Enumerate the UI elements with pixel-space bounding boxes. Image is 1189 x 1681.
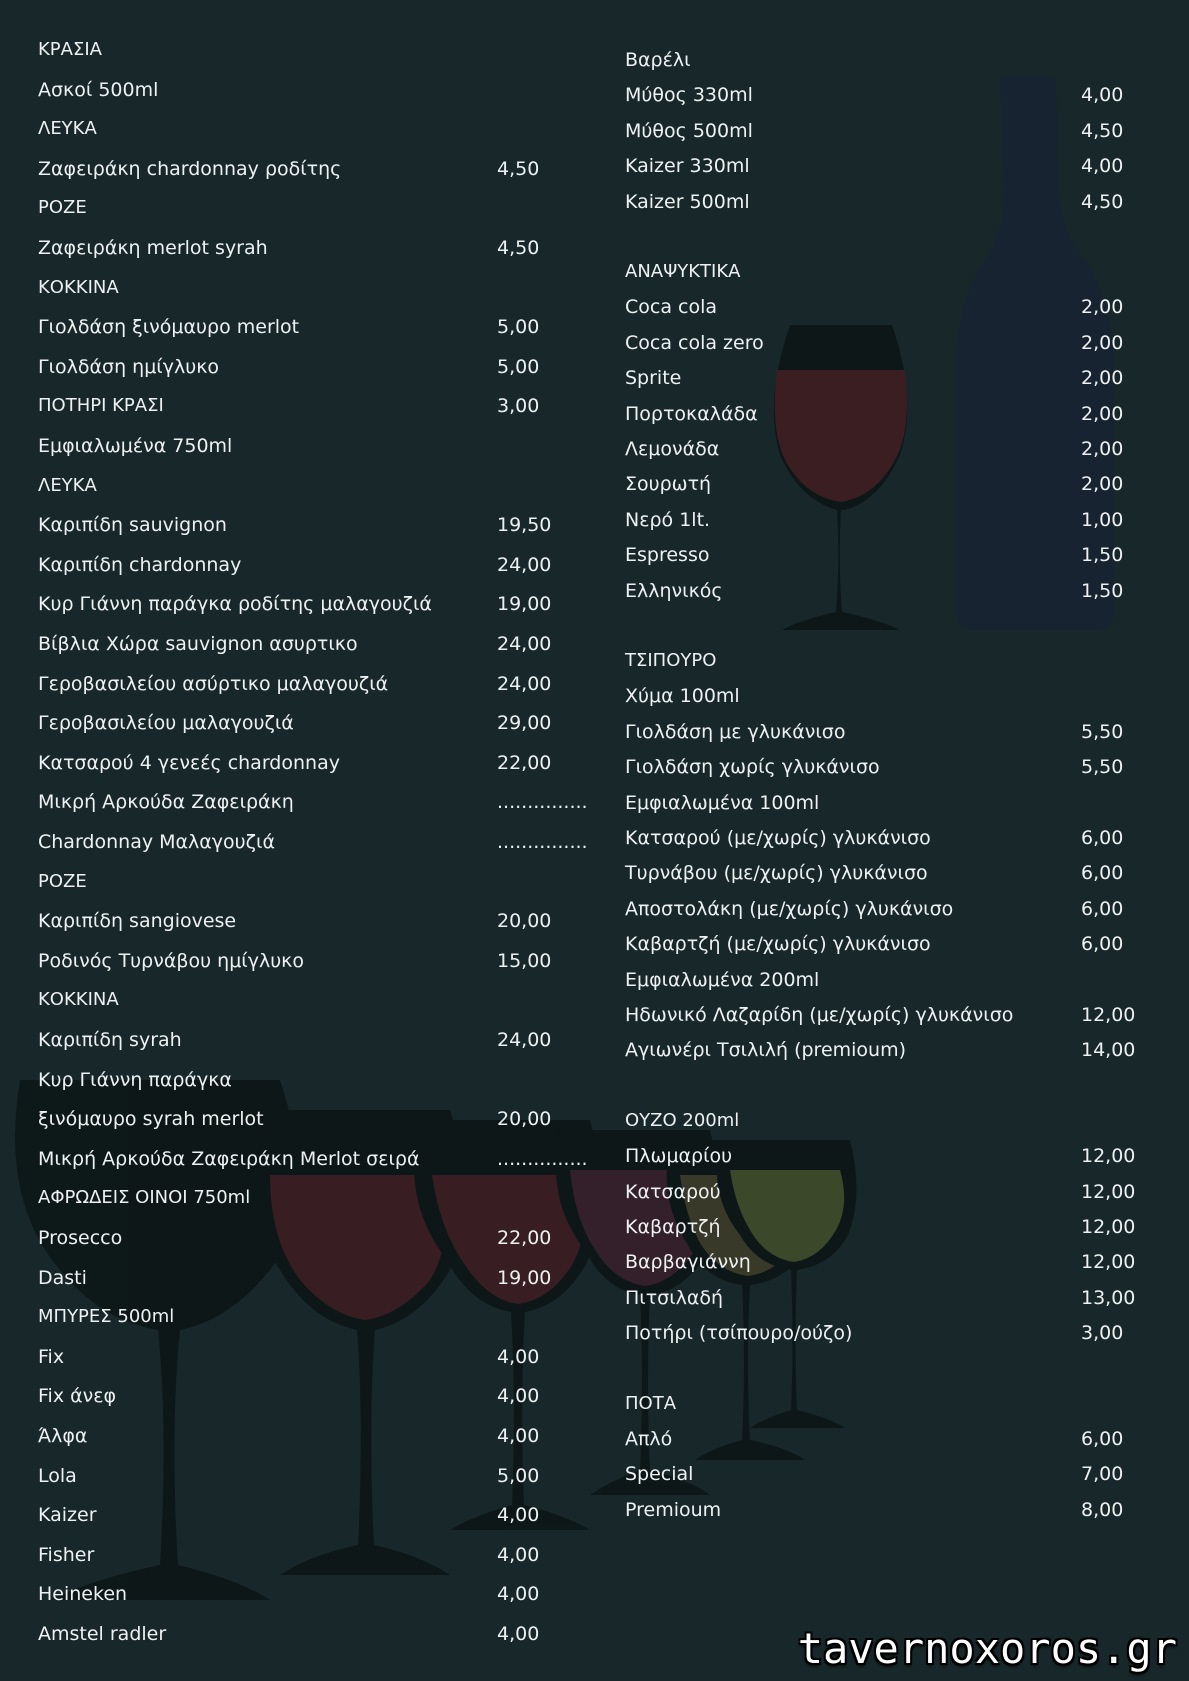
- menu-item-name: ΚΟΚΚΙΝΑ: [38, 989, 119, 1011]
- menu-item: [38, 1538, 558, 1572]
- menu-item: [38, 508, 558, 542]
- menu-item: [38, 1498, 558, 1532]
- menu-item: [38, 1577, 558, 1611]
- menu-item-price: 1,50: [1081, 579, 1124, 602]
- menu-item: [38, 1459, 558, 1493]
- menu-item-name: ΜΠΥΡΕΣ 500ml: [38, 1306, 175, 1328]
- menu-item-name: Μύθος 500ml: [625, 119, 753, 142]
- menu-item-name: Κατσαρού 4 γενεές chardonnay: [38, 751, 340, 774]
- menu-item: [625, 503, 1135, 537]
- menu-item-price: 6,00: [1081, 897, 1124, 920]
- menu-item-price: 4,50: [1081, 119, 1124, 142]
- menu-section-header: [38, 389, 558, 423]
- menu-section-header: [625, 644, 1135, 678]
- menu-item: [625, 963, 1135, 997]
- menu-item: [38, 429, 558, 463]
- menu-item-name: Sprite: [625, 367, 682, 390]
- menu-item: [38, 1142, 588, 1176]
- site-watermark: tavernoxoros.gr: [797, 1624, 1177, 1673]
- menu-item-name: Βίβλια Χώρα sauvignon ασυρτικο: [38, 633, 358, 655]
- menu-item: [38, 1419, 558, 1453]
- menu-item: [625, 78, 1135, 112]
- menu-item-name: Πορτοκαλάδα: [625, 402, 758, 425]
- menu-item-price: 4,50: [497, 237, 540, 259]
- menu-item-name: Espresso: [625, 544, 710, 567]
- menu-item: [625, 821, 1135, 855]
- menu-item-name: Κυρ Γιάννη παράγκα ροδίτης μαλαγουζιά: [38, 593, 432, 616]
- menu-item: [625, 786, 1135, 820]
- menu-item: [625, 856, 1135, 890]
- menu-item: [625, 326, 1135, 360]
- menu-item-price: 2,00: [1081, 473, 1124, 496]
- menu-item-name: Coca cola zero: [625, 331, 764, 354]
- menu-item-name: Κατσαρού (με/χωρίς) γλυκάνισο: [625, 827, 931, 849]
- menu-section-header: [625, 1104, 1135, 1138]
- menu-item-price: ...............: [497, 831, 588, 853]
- menu-item-price: 12,00: [1081, 1180, 1136, 1203]
- menu-item-price: 14,00: [1081, 1039, 1136, 1062]
- menu-item: [625, 715, 1135, 749]
- menu-item-price: 20,00: [497, 910, 552, 933]
- menu-item-price: 20,00: [497, 1108, 552, 1131]
- menu-item-price: 2,00: [1081, 402, 1124, 425]
- menu-item-name: Αγιωνέρι Τσιλιλή (premioum): [625, 1039, 907, 1062]
- menu-item-name: Άλφα: [38, 1425, 88, 1447]
- menu-item-name: Dasti: [38, 1266, 87, 1289]
- menu-section-header: [38, 271, 558, 305]
- menu-item-name: Γιολδάση με γλυκάνισο: [625, 720, 846, 743]
- menu-item-price: 19,00: [497, 1266, 552, 1289]
- menu-section-header: [38, 33, 558, 67]
- menu-item-price: 4,00: [497, 1345, 540, 1368]
- menu-item-price: 12,00: [1081, 1216, 1136, 1238]
- menu-item: [625, 1457, 1135, 1491]
- menu-item-name: Καριπίδη chardonnay: [38, 553, 242, 576]
- menu-section-header: [625, 255, 1135, 289]
- menu-item: [625, 1316, 1135, 1350]
- menu-item-name: Amstel radler: [38, 1623, 167, 1645]
- menu-item-name: ΑΦΡΩΔΕΙΣ ΟΙΝΟΙ 750ml: [38, 1187, 251, 1209]
- menu-item-price: 4,00: [1081, 155, 1124, 178]
- menu-item-name: ΠΟΤΗΡΙ ΚΡΑΣΙ: [38, 395, 164, 417]
- menu-item-name: Kaizer 500ml: [625, 190, 750, 213]
- menu-item-name: Prosecco: [38, 1227, 123, 1249]
- menu-item: [625, 927, 1135, 961]
- menu-item-price: 22,00: [497, 751, 552, 774]
- menu-item-name: Ηδωνικό Λαζαρίδη (με/χωρίς) γλυκάνισο: [625, 1004, 1014, 1026]
- menu-item-name: Πλωμαρίου: [625, 1145, 733, 1168]
- menu-item: [38, 152, 558, 186]
- menu-item-name: Κατσαρού: [625, 1180, 721, 1203]
- menu-item: [625, 1210, 1135, 1244]
- menu-item: [625, 750, 1135, 784]
- menu-item: [38, 944, 558, 978]
- menu-item-price: 6,00: [1081, 827, 1124, 849]
- menu-item-name: ΡΟΖΕ: [38, 870, 87, 892]
- menu-item-name: ΑΝΑΨΥΚΤΙΚΑ: [625, 261, 741, 282]
- menu-item-price: 24,00: [497, 553, 552, 576]
- menu-item-price: 5,00: [497, 316, 540, 339]
- menu-item-price: 13,00: [1081, 1286, 1136, 1309]
- menu-item-name: Γιολδάση ημίγλυκο: [38, 355, 220, 378]
- menu-item-price: 6,00: [1081, 933, 1124, 956]
- menu-section-header: [38, 1300, 558, 1334]
- menu-item-price: 7,00: [1081, 1463, 1124, 1486]
- menu-item-name: Καριπίδη sauvignon: [38, 514, 227, 537]
- menu-item-name: ξινόμαυρο syrah merlot: [38, 1108, 264, 1131]
- menu-item-price: 2,00: [1081, 296, 1124, 319]
- menu-item-name: Καβαρτζή: [625, 1216, 721, 1238]
- menu-item-name: Fix άνεφ: [38, 1385, 117, 1408]
- menu-item-name: ΟΥΖΟ 200ml: [625, 1109, 740, 1131]
- menu-item-name: Τυρνάβου (με/χωρίς) γλυκάνισο: [625, 862, 928, 885]
- menu-item: [38, 310, 558, 344]
- menu-section-header: [38, 865, 558, 899]
- menu-item-price: 2,00: [1081, 367, 1124, 390]
- menu-item-price: 12,00: [1081, 1251, 1136, 1274]
- menu-item-name: Γεροβασιλείου μαλαγουζιά: [38, 712, 294, 735]
- menu-item-price: 2,00: [1081, 438, 1124, 460]
- menu-item-name: Βαρέλι: [625, 49, 691, 71]
- menu-item: [625, 1033, 1135, 1067]
- menu-item-name: Fisher: [38, 1543, 95, 1566]
- menu-item: [625, 361, 1135, 395]
- menu-item-name: Μύθος 330ml: [625, 84, 753, 107]
- menu-item: [625, 397, 1135, 431]
- menu-item: [625, 43, 1135, 77]
- menu-item: [625, 1245, 1135, 1279]
- menu-item-name: ΤΣΙΠΟΥΡΟ: [625, 650, 717, 671]
- menu-item-price: 8,00: [1081, 1498, 1124, 1521]
- menu-item-price: 19,50: [497, 514, 552, 537]
- menu-item-price: 24,00: [497, 633, 552, 655]
- menu-item-name: ΛΕΥΚΑ: [38, 474, 97, 496]
- menu-item-price: 3,00: [1081, 1322, 1124, 1345]
- menu-item-price: 1,00: [1081, 508, 1124, 531]
- menu-item-name: Εμφιαλωμένα 750ml: [38, 435, 233, 457]
- menu-item-name: Ζαφειράκη chardonnay ροδίτης: [38, 157, 342, 180]
- menu-item-price: 5,50: [1081, 720, 1124, 743]
- menu-item-name: Χύμα 100ml: [625, 685, 740, 708]
- menu-item-price: 6,00: [1081, 862, 1124, 885]
- menu-section-header: [38, 469, 558, 503]
- menu-section-header: [38, 112, 558, 146]
- menu-item: [38, 1617, 558, 1651]
- menu-item-name: Ροδινός Τυρνάβου ημίγλυκο: [38, 949, 305, 972]
- menu-item: [625, 538, 1135, 572]
- menu-item-price: 29,00: [497, 712, 552, 735]
- menu-item-price: 4,00: [497, 1623, 540, 1645]
- menu-item-name: Βαρβαγιάννη: [625, 1251, 751, 1274]
- menu-item-price: 24,00: [497, 672, 552, 695]
- menu-item-name: Μικρή Αρκούδα Ζαφειράκη Merlot σειρά: [38, 1147, 420, 1170]
- menu-item-price: 6,00: [1081, 1428, 1124, 1450]
- menu-item-price: 2,00: [1081, 331, 1124, 354]
- menu-item-name: Kaizer 330ml: [625, 155, 750, 178]
- menu-item-name: Ασκοί 500ml: [38, 78, 159, 101]
- menu-item: [625, 998, 1135, 1032]
- menu-item: [38, 1379, 558, 1413]
- menu-item: [625, 114, 1135, 148]
- menu-item: [625, 679, 1135, 713]
- menu-item: [625, 892, 1135, 926]
- menu-item-price: 19,00: [497, 593, 552, 616]
- menu-item-price: 5,00: [497, 1464, 540, 1487]
- menu-item-price: 12,00: [1081, 1004, 1136, 1026]
- menu-item-price: 4,00: [497, 1425, 540, 1447]
- menu-item: [625, 290, 1135, 324]
- menu-item-name: Lola: [38, 1464, 77, 1487]
- menu-section-header: [625, 1387, 1135, 1421]
- menu-item-name: Εμφιαλωμένα 100ml: [625, 791, 820, 814]
- menu-item-name: ΚΟΚΚΙΝΑ: [38, 276, 119, 298]
- menu-item-name: ΡΟΖΕ: [38, 197, 87, 219]
- menu-item-price: 3,00: [497, 395, 540, 418]
- menu-item: [625, 1422, 1135, 1456]
- menu-item-name: Αποστολάκη (με/χωρίς) γλυκάνισο: [625, 897, 954, 920]
- menu-item: [38, 627, 558, 661]
- menu-item-name: Chardonnay Μαλαγουζιά: [38, 831, 275, 853]
- menu-item: [38, 1340, 558, 1374]
- menu-item-name: Γιολδάση ξινόμαυρο merlot: [38, 316, 300, 339]
- menu-item: [625, 1493, 1135, 1527]
- menu-item: [625, 467, 1135, 501]
- menu-item-price: ...............: [497, 791, 588, 814]
- menu-item: [625, 1281, 1135, 1315]
- menu-item-name: Kaizer: [38, 1504, 97, 1527]
- menu-item: [38, 350, 558, 384]
- menu-item: [38, 1063, 558, 1097]
- menu-item: [38, 548, 558, 582]
- menu-item: [625, 185, 1135, 219]
- menu-item-name: Heineken: [38, 1583, 128, 1606]
- menu-item: [625, 1175, 1135, 1209]
- menu-item-name: Fix: [38, 1345, 65, 1368]
- menu-item-price: 12,00: [1081, 1145, 1136, 1168]
- menu-item-name: Premioum: [625, 1498, 722, 1521]
- menu-item-name: ΚΡΑΣΙΑ: [38, 39, 102, 60]
- menu-item: [38, 1261, 558, 1295]
- menu-item-price: 5,00: [497, 355, 540, 378]
- menu-item-price: 4,00: [1081, 84, 1124, 107]
- menu-item-name: Γιολδάση χωρίς γλυκάνισο: [625, 756, 880, 779]
- menu-item: [38, 231, 558, 265]
- menu-section-header: [38, 1181, 558, 1215]
- menu-item: [625, 432, 1135, 466]
- menu-item-name: Καβαρτζή (με/χωρίς) γλυκάνισο: [625, 933, 931, 956]
- menu-item-price: 24,00: [497, 1029, 552, 1051]
- menu-item-price: 15,00: [497, 949, 552, 972]
- menu-item-price: 4,00: [497, 1583, 540, 1606]
- menu-item-name: Νερό 1lt.: [625, 508, 711, 531]
- menu-item-name: Ποτήρι (τσίπουρο/ούζο): [625, 1322, 853, 1345]
- menu-item: [38, 825, 588, 859]
- menu-item: [38, 587, 558, 621]
- menu-item: [38, 1023, 558, 1057]
- menu-item-name: ΠΟΤΑ: [625, 1392, 677, 1414]
- menu-item: [38, 667, 558, 701]
- menu-item-price: ...............: [497, 1147, 588, 1170]
- menu-item-name: Καριπίδη syrah: [38, 1029, 182, 1051]
- menu-item-name: Εμφιαλωμένα 200ml: [625, 968, 820, 991]
- menu-item-name: Γεροβασιλείου ασύρτικο μαλαγουζιά: [38, 672, 389, 695]
- menu-item-name: Καριπίδη sangiovese: [38, 910, 237, 933]
- menu-section-header: [38, 983, 558, 1017]
- menu-item-name: Special: [625, 1463, 694, 1486]
- menu-item-price: 1,50: [1081, 544, 1124, 567]
- menu-item: [38, 904, 558, 938]
- menu-item-price: 4,00: [497, 1504, 540, 1527]
- menu-item: [38, 1102, 558, 1136]
- menu-item-name: Κυρ Γιάννη παράγκα: [38, 1068, 232, 1091]
- menu-item-name: Ελληνικός: [625, 579, 723, 602]
- menu-item: [38, 785, 588, 819]
- menu-item: [38, 746, 558, 780]
- menu-item-name: Μικρή Αρκούδα Ζαφειράκη: [38, 791, 294, 814]
- menu-item: [38, 1221, 558, 1255]
- menu-item-name: Απλό: [625, 1428, 673, 1450]
- menu-item-price: 4,50: [497, 157, 540, 180]
- menu-item-price: 5,50: [1081, 756, 1124, 779]
- menu-item-price: 4,00: [497, 1543, 540, 1566]
- menu-item: [625, 1139, 1135, 1173]
- menu-item: [38, 73, 558, 107]
- menu-item-price: 22,00: [497, 1227, 552, 1249]
- menu-item: [625, 574, 1135, 608]
- menu-item: [38, 706, 558, 740]
- menu-item-name: Ζαφειράκη merlot syrah: [38, 237, 268, 259]
- menu-item-price: 4,00: [497, 1385, 540, 1408]
- menu-item-price: 4,50: [1081, 190, 1124, 213]
- menu-item-name: ΛΕΥΚΑ: [38, 118, 97, 140]
- menu-item-name: Πιτσιλαδή: [625, 1286, 724, 1309]
- menu-item-name: Λεμονάδα: [625, 438, 720, 460]
- menu-item-name: Coca cola: [625, 296, 718, 319]
- menu-section-header: [38, 191, 558, 225]
- menu-item: [625, 149, 1135, 183]
- menu-item-name: Σουρωτή: [625, 473, 712, 496]
